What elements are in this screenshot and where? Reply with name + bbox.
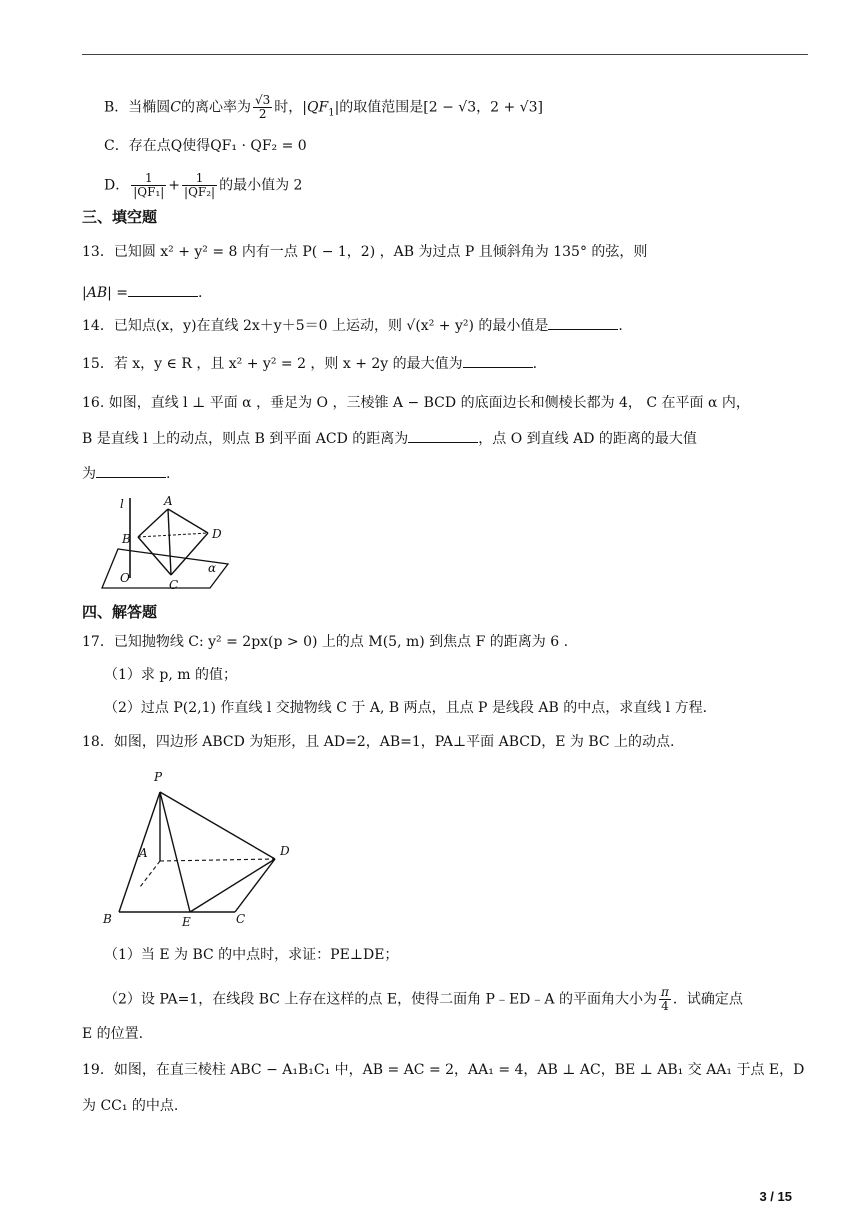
q16-text-2: ，点 O 到直线 AD 的距离的最大值 <box>478 431 697 447</box>
fraction-1 <box>131 172 166 199</box>
q15-text: 15．若 x，y ∈ R ，且 x² + y² = 2 ，则 x + 2y 的最大值为 <box>82 356 463 372</box>
q18-part2-text: （2）设 PA=1，在线段 BC 上存在这样的点 E，使得二面角 P﹣ED﹣A 的平面角大小为 <box>104 991 657 1008</box>
period: . <box>618 318 623 334</box>
fraction-numerator: π <box>660 985 669 999</box>
plus-sign: + <box>168 177 181 194</box>
q16-line3 <box>82 463 170 484</box>
answer-blank <box>408 428 478 443</box>
q16-text: B 是直线 l 上的动点，则点 B 到平面 ACD 的距离为 <box>82 431 409 447</box>
q19-line2: 为 CC₁ 的中点. <box>82 1098 179 1114</box>
edge-dc <box>171 533 208 575</box>
q15 <box>82 353 537 374</box>
q14 <box>82 315 623 336</box>
label-c: C <box>169 578 179 592</box>
edge-bd-dashed <box>138 533 208 537</box>
q13-line2 <box>82 282 202 303</box>
label-a: A <box>164 494 173 508</box>
q18-part2-line2: E 的位置. <box>82 1026 144 1042</box>
edge-ab-dashed <box>140 861 160 887</box>
label-l: l <box>120 497 124 511</box>
label-d: D <box>212 527 222 541</box>
q18-line1: 18．如图，四边形 ABCD 为矩形，且 AD=2，AB=1，PA⊥平面 ABCD，E 为 BC 上的动点. <box>82 734 675 750</box>
option-b-range: |的取值范围是[2 − √3，2 + √3] <box>334 99 543 116</box>
fraction-denominator: 2 <box>258 107 267 121</box>
edge-ab <box>138 509 168 537</box>
period: . <box>166 466 171 482</box>
label-d: D <box>280 844 290 858</box>
fraction-denominator: 4 <box>661 999 669 1013</box>
q18-part2-text-2: ．试确定点 <box>672 991 743 1008</box>
edge-ac <box>168 509 171 575</box>
q17-line1: 17．已知抛物线 C: y² = 2px(p > 0) 上的点 M(5, m) 到焦点 F 的距离为 6 . <box>82 634 569 650</box>
answer-blank <box>128 282 198 297</box>
edge-cd <box>235 859 275 912</box>
option-b-text: 的离心率为 <box>181 99 252 116</box>
period: . <box>198 285 203 301</box>
ab-length: |AB| = <box>82 285 129 301</box>
fraction <box>253 94 272 121</box>
fraction-numerator: √3 <box>255 93 271 107</box>
label-c: C <box>236 912 246 926</box>
fraction-numerator: 1 <box>182 172 217 186</box>
label-a: A <box>139 846 148 860</box>
edge-pe <box>160 792 190 912</box>
label-o: O <box>120 571 130 585</box>
fraction-2 <box>182 172 217 199</box>
q13-line1: 13．已知圆 x² + y² = 8 内有一点 P( − 1，2) ，AB 为过点 P 且倾斜角为 135° 的弦，则 <box>82 244 648 260</box>
fraction-denominator: |QF₁| <box>133 185 165 199</box>
label-p: P <box>154 770 163 784</box>
qf1: QF <box>307 99 329 116</box>
q18-part2 <box>104 986 743 1013</box>
page-number: 3 / 15 <box>759 1189 792 1204</box>
q16-figure <box>100 492 240 600</box>
option-b-text-2: 时，| <box>274 99 308 116</box>
q12-option-b: B．当椭圆C的离心率为 $\frac{√3}{2}$ 时，$|QF_1|$的取值范围是[2 − √3，2 + √3] <box>104 93 543 121</box>
q12-option-d <box>104 172 302 199</box>
q12-option-c: C．存在点Q使得QF₁ · QF₂ = 0 <box>104 138 307 154</box>
q16-line2 <box>82 428 697 449</box>
ellipse-c: C <box>170 99 182 116</box>
q18-part1: （1）当 E 为 BC 的中点时，求证：PE⊥DE； <box>104 947 399 963</box>
q18-figure <box>100 762 310 932</box>
q17-part1: （1）求 p, m 的值； <box>104 667 237 683</box>
q17-part2: （2）过点 P(2,1) 作直线 l 交抛物线 C 于 A, B 两点，且点 P 是线段 AB 的中点，求直线 l 方程. <box>104 700 708 716</box>
answer-blank <box>96 463 166 478</box>
option-d-text: 的最小值为 2 <box>219 177 303 194</box>
q16-text-3: 为 <box>82 466 96 482</box>
option-b-prefix: B．当椭圆 <box>104 99 171 116</box>
fraction-pi-over-4 <box>659 986 671 1013</box>
edge-pd <box>160 792 275 859</box>
header-rule <box>82 54 808 55</box>
q16-line1: 16. 如图，直线 l ⊥ 平面 α ，垂足为 O ，三棱锥 A − BCD 的底面边长和侧棱长都为 4， C 在平面 α 内， <box>82 395 750 411</box>
q19-line1: 19．如图，在直三棱柱 ABC − A₁B₁C₁ 中，AB = AC = 2，AA₁ = 4，AB ⊥ AC，BE ⊥ AB₁ 交 AA₁ 于点 E，D <box>82 1062 805 1078</box>
option-d-prefix: D． <box>104 177 130 194</box>
label-alpha: α <box>208 561 217 575</box>
answer-blank <box>548 315 618 330</box>
section-title-fill-in: 三、填空题 <box>82 208 158 226</box>
section-title-solutions: 四、解答题 <box>82 603 158 621</box>
answer-blank <box>463 353 533 368</box>
edge-ed <box>190 859 275 912</box>
label-b: B <box>103 912 112 926</box>
q14-text: 14．已知点(x，y)在直线 2x＋y＋5＝0 上运动，则 √(x² + y²) 的最小值是 <box>82 318 549 334</box>
fraction-denominator: |QF₂| <box>184 185 216 199</box>
label-b: B <box>122 532 131 546</box>
edge-ad <box>168 509 208 533</box>
fraction-numerator: 1 <box>131 172 166 186</box>
label-e: E <box>182 915 191 929</box>
period: . <box>532 356 538 372</box>
